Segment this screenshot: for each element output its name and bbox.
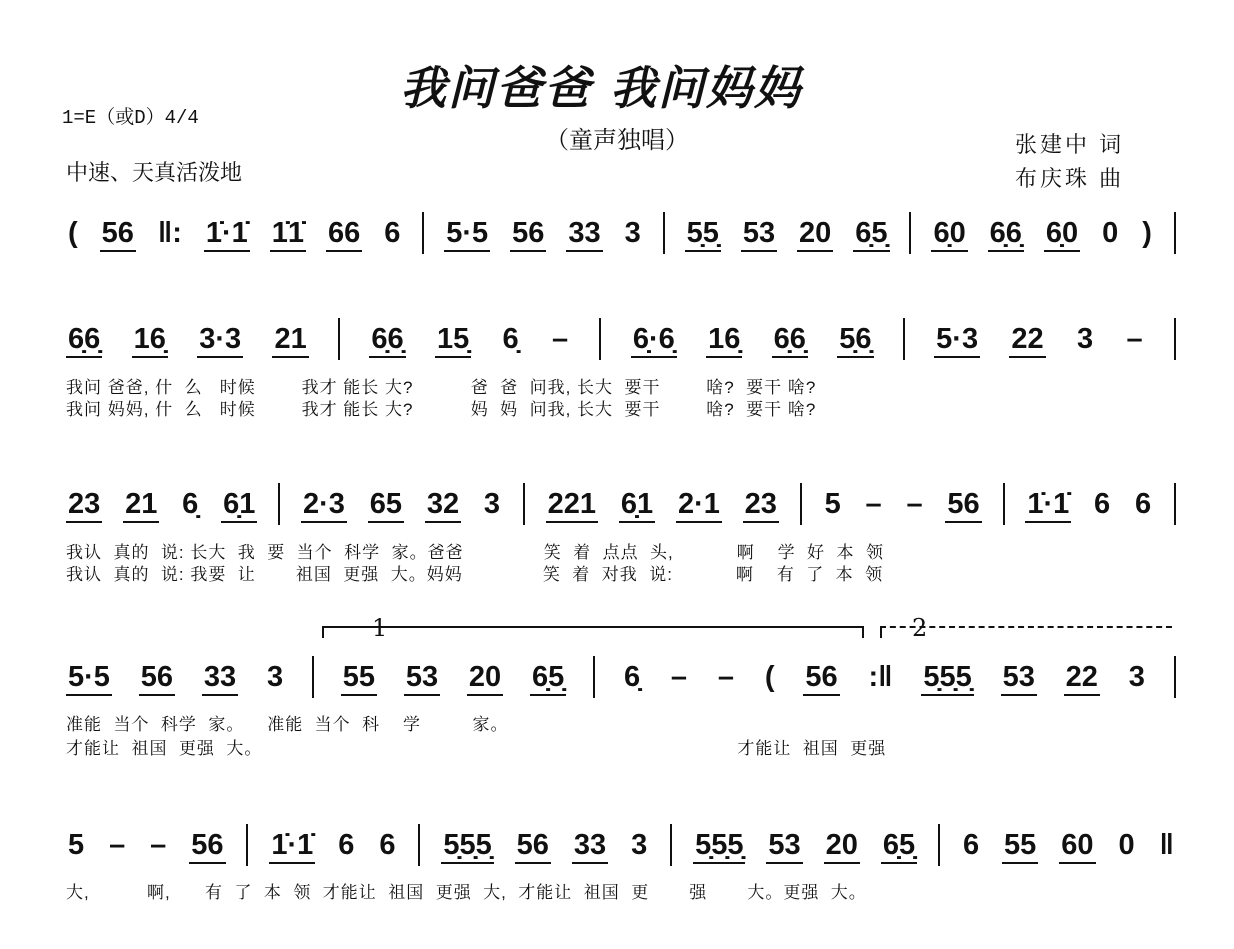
note-group: 3·3: [197, 322, 243, 358]
note-group: 5̣5̣: [685, 216, 721, 252]
note-group: 2·1: [676, 487, 722, 523]
note-group: 5̣5̣5̣: [441, 828, 493, 864]
note-group: 6̣0: [1044, 216, 1080, 252]
note-group: 6̣5̣: [881, 828, 917, 864]
bar-line: [523, 483, 525, 525]
note-group: 6̣: [182, 488, 199, 520]
note-group: 60: [1059, 828, 1095, 864]
note-group: 56: [515, 828, 551, 864]
note-group: 21: [123, 487, 159, 523]
lyrics-verse-2: 才能让 祖国 更强 大。 才能让 祖国 更强: [66, 739, 887, 758]
note-group: 53: [766, 828, 802, 864]
lyrics-verse-2: 我问 妈妈, 什 么 时候 我才 能长 大? 妈 妈 问我, 长大 要干 啥? 要干 啥?: [66, 400, 817, 419]
note-group: 66: [326, 216, 362, 252]
note-group: 6̣1: [221, 487, 257, 523]
note-group: 22: [1009, 322, 1045, 358]
song-title: 我问爸爸 我问妈妈: [400, 61, 803, 115]
note-group: 23: [66, 487, 102, 523]
note-group: –: [109, 829, 126, 861]
bar-line: [663, 212, 665, 254]
bar-line: [246, 824, 248, 866]
note-group: ‖:: [157, 217, 182, 249]
note-group: –: [1126, 323, 1143, 355]
bar-line: [338, 318, 340, 360]
note-group: (: [764, 661, 775, 693]
bar-line: [1174, 483, 1176, 525]
note-group: 1̇·1̇: [269, 828, 315, 864]
note-group: 56: [510, 216, 546, 252]
note-group: 65: [368, 487, 404, 523]
lyrics-verse-1: 我问 爸爸, 什 么 时候 我才 能长 大? 爸 爸 问我, 长大 要干 啥? 要干 啥?: [66, 378, 817, 397]
note-group: 6̣5̣: [530, 660, 566, 696]
note-group: 20: [824, 828, 860, 864]
note-group: 6̣6̣: [369, 322, 405, 358]
note-group: 23: [743, 487, 779, 523]
note-group: 56: [189, 828, 225, 864]
note-group: 5: [68, 829, 85, 861]
bar-line: [1003, 483, 1005, 525]
note-group: 3: [266, 661, 284, 693]
note-group: 32: [425, 487, 461, 523]
lyrics-verse-1: 准能 当个 科学 家。 准能 当个 科 学 家。: [66, 715, 509, 734]
lyrics-verse-1: 我认 真的 说: 长大 我 要 当个 科学 家。爸爸 笑 着 点点 头, 啊 学 好 本 领: [66, 543, 884, 562]
note-group: 6: [1094, 488, 1111, 520]
volta-bracket-1: [322, 626, 864, 638]
note-group: 6: [338, 829, 355, 861]
note-group: 21: [272, 322, 308, 358]
lyrics-verse-2: 我认 真的 说: 我要 让 祖国 更强 大。妈妈 笑 着 对我 说: 啊 有 了 本 领: [66, 565, 884, 584]
note-group: 16̣: [132, 322, 168, 358]
note-group: ): [1142, 217, 1152, 249]
note-group: 5̣5̣5̣: [693, 828, 745, 864]
note-group: 221: [546, 487, 598, 523]
note-group: 56: [100, 216, 136, 252]
note-group: 5̣6̣: [837, 322, 873, 358]
note-group: 6: [1135, 488, 1152, 520]
note-group: 0: [1102, 217, 1119, 249]
bar-line: [670, 824, 672, 866]
score-line: [66, 487, 1176, 537]
note-group: 6: [962, 829, 980, 861]
note-group: –: [670, 661, 688, 693]
bar-line: [422, 212, 424, 254]
note-group: 2·3: [301, 487, 347, 523]
note-group: 6̣6̣: [772, 322, 808, 358]
volta-number: 2: [912, 614, 928, 642]
song-subtitle: （童声独唱）: [545, 127, 689, 154]
lyricist-credit: 张建中 词: [1015, 132, 1125, 157]
note-group: 6: [379, 829, 396, 861]
lyrics-verse-1: 大, 啊, 有 了 本 领 才能让 祖国 更强 大, 才能让 祖国 更 强 大。更强 大。: [66, 883, 867, 902]
bar-line: [278, 483, 280, 525]
note-group: 55: [1002, 828, 1038, 864]
note-group: 20: [467, 660, 503, 696]
note-group: 6̣0: [931, 216, 967, 252]
bar-line: [312, 656, 314, 698]
note-group: :‖: [868, 661, 893, 693]
note-group: 0: [1118, 829, 1135, 861]
note-group: 33: [566, 216, 602, 252]
note-group: 6̣6̣: [66, 322, 102, 358]
note-group: 53: [741, 216, 777, 252]
bar-line: [418, 824, 420, 866]
score-line: [66, 322, 1176, 372]
note-group: 6̣6̣: [988, 216, 1024, 252]
note-group: 15̣: [435, 322, 471, 358]
bar-line: [800, 483, 802, 525]
note-group: –: [552, 323, 569, 355]
note-group: 3: [1128, 661, 1145, 693]
note-group: 53: [404, 660, 440, 696]
note-group: 20: [797, 216, 833, 252]
note-group: 3: [624, 217, 641, 249]
note-group: 33: [572, 828, 608, 864]
note-group: –: [906, 488, 923, 520]
note-group: 3: [1077, 323, 1094, 355]
note-group: 6̣: [502, 323, 519, 355]
tempo-marking: 中速、天真活泼地: [66, 160, 243, 185]
note-group: 5·5: [66, 660, 112, 696]
note-group: –: [717, 661, 735, 693]
note-group: 33: [202, 660, 238, 696]
key-signature: 1=E（或D）4/4: [62, 107, 199, 129]
note-group: 53: [1001, 660, 1037, 696]
note-group: 6: [384, 217, 401, 249]
score-line: [66, 216, 1176, 266]
note-group: 1̇·1̇: [1025, 487, 1071, 523]
bar-line: [1174, 318, 1176, 360]
note-group: 5·5: [444, 216, 490, 252]
note-group: –: [865, 488, 882, 520]
bar-line: [1174, 212, 1176, 254]
note-group: 55: [341, 660, 377, 696]
composer-credit: 布庆珠 曲: [1015, 166, 1125, 191]
note-group: 56: [139, 660, 175, 696]
bar-line: [599, 318, 601, 360]
note-group: 6̣·6̣: [631, 322, 677, 358]
score-line: [66, 828, 1176, 878]
bar-line: [1174, 656, 1176, 698]
bar-line: [938, 824, 940, 866]
note-group: 16̣: [706, 322, 742, 358]
note-group: 3: [483, 488, 501, 520]
note-group: 1̇1̇: [270, 216, 306, 252]
bar-line: [903, 318, 905, 360]
note-group: 22: [1064, 660, 1100, 696]
note-group: 5: [824, 488, 841, 520]
note-group: ‖: [1159, 829, 1174, 861]
note-group: 6̣1: [619, 487, 655, 523]
bar-line: [909, 212, 911, 254]
note-group: (: [68, 217, 78, 249]
note-group: 3: [631, 829, 648, 861]
volta-number: 1: [372, 614, 388, 642]
note-group: 6̣5̣: [853, 216, 889, 252]
note-group: 56: [803, 660, 839, 696]
note-group: 1̇·1̇: [204, 216, 250, 252]
bar-line: [593, 656, 595, 698]
note-group: 5·3: [934, 322, 980, 358]
note-group: 6̣: [623, 661, 641, 693]
note-group: 56: [945, 487, 981, 523]
note-group: 5̣5̣5̣: [921, 660, 973, 696]
score-line: [66, 660, 1176, 710]
note-group: –: [150, 829, 167, 861]
